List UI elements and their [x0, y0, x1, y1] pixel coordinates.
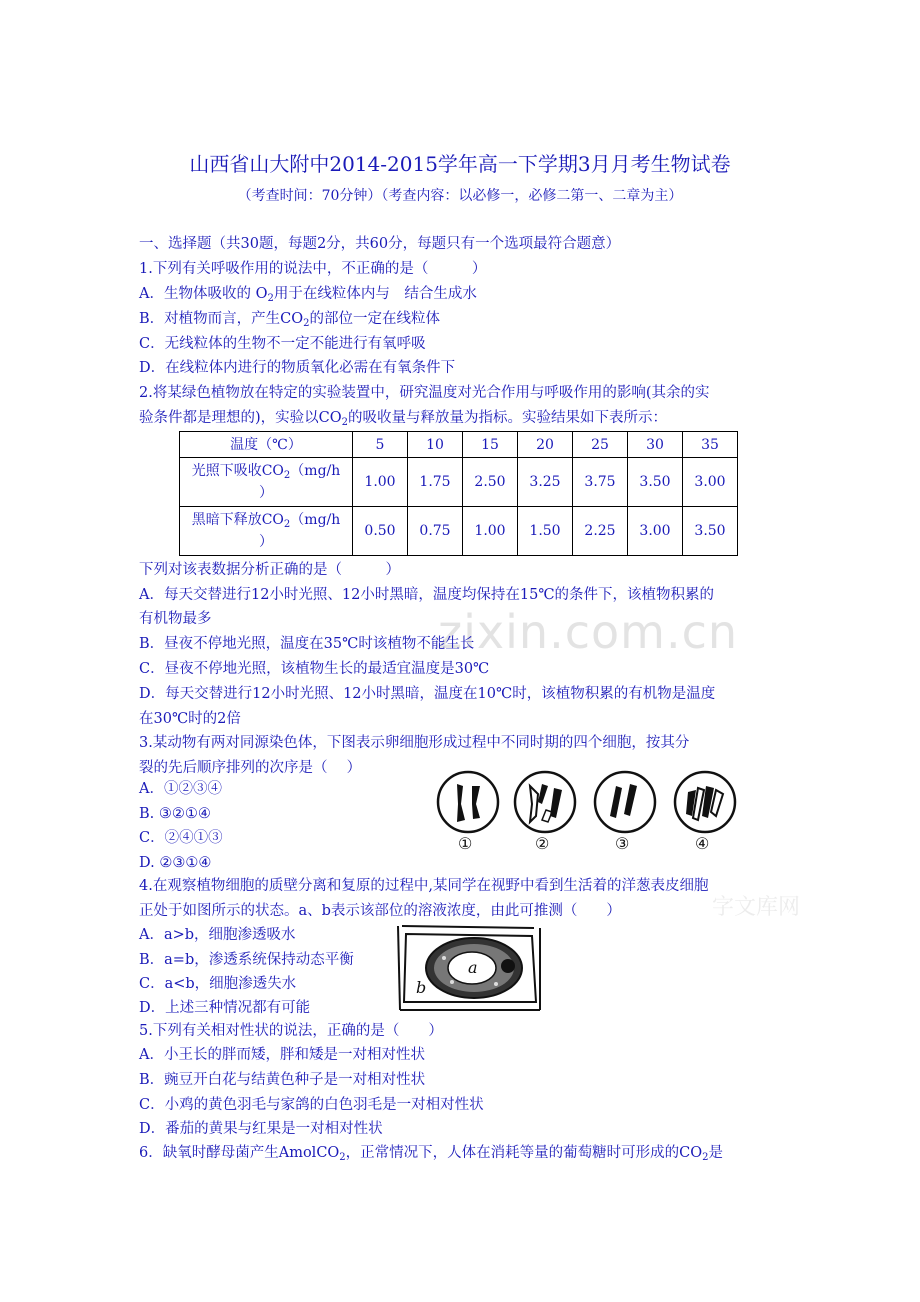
table-temp: 25: [573, 432, 628, 458]
q3-option-d: D. ②③①④: [139, 855, 212, 871]
q5-option-d: D．番茄的黄果与红果是一对相对性状: [139, 1121, 383, 1137]
q3-option-a: A．①②③④: [139, 781, 222, 797]
q5-stem: 5.下列有关相对性状的说法，正确的是（ ）: [139, 1023, 443, 1039]
q2-option-d: D．每天交替进行12小时光照、12小时黑暗，温度在10℃时，该植物积累的有机物是温度: [139, 686, 716, 702]
q4-option-b: B．a=b，渗透系统保持动态平衡: [139, 952, 354, 968]
q1-option-d: D．在线粒体内进行的物质氧化必需在有氧条件下: [139, 360, 456, 376]
q1-stem: 1.下列有关呼吸作用的说法中，不正确的是（ ）: [139, 261, 487, 277]
table-cell: 1.50: [518, 507, 573, 556]
table-header-label: 温度（℃）: [180, 432, 353, 458]
table-cell: 1.00: [463, 507, 518, 556]
cell-4: [675, 772, 735, 832]
table-temp: 35: [683, 432, 738, 458]
q3-stem-line2: 裂的先后顺序排列的次序是（ ）: [139, 760, 362, 776]
table-temp: 20: [518, 432, 573, 458]
table-cell: 3.00: [628, 507, 683, 556]
q3-stem-line1: 3.某动物有两对同源染色体，下图表示卵细胞形成过程中不同时期的四个细胞，按其分: [139, 735, 690, 751]
q4-option-c: C．a<b，细胞渗透失水: [139, 976, 297, 992]
table-cell: 1.00: [353, 458, 408, 507]
q2-option-d-cont: 在30℃时的2倍: [139, 711, 241, 727]
table-cell: 3.00: [683, 458, 738, 507]
table-cell: 2.25: [573, 507, 628, 556]
q2-option-a: A．每天交替进行12小时光照、12小时黑暗，温度均保持在15℃的条件下，该植物积累的: [139, 587, 715, 603]
table-cell: 1.75: [408, 458, 463, 507]
table-cell: 3.25: [518, 458, 573, 507]
cell-label: ③: [615, 834, 630, 853]
section-heading: 一、选择题（共30题，每题2分，共60分，每题只有一个选项最符合题意）: [139, 236, 621, 252]
table-cell: 3.50: [628, 458, 683, 507]
table-row-label: 光照下吸收$CO_2(mg/h$ ）: [180, 458, 353, 507]
q1-option-c: C．无线粒体的生物不一定不能进行有氧呼吸: [139, 336, 426, 352]
page-subtitle: （考查时间：70分钟）（考查内容：以必修一，必修二第一、二章为主）: [237, 188, 683, 204]
q3-option-c: C．②④①③: [139, 830, 223, 846]
q4-stem-line1: 4.在观察植物细胞的质壁分离和复原的过程中,某同学在视野中看到生活着的洋葱表皮细胞: [139, 878, 709, 894]
q4-option-d: D．上述三种情况都有可能: [139, 1000, 311, 1016]
q2-option-b: B．昼夜不停地光照，温度在35℃时该植物不能生长: [139, 636, 475, 652]
cell-label: ②: [535, 834, 550, 853]
cell-label: ①: [458, 834, 473, 853]
table-temp: 10: [408, 432, 463, 458]
cell-1: [438, 772, 498, 832]
q4-stem-line2: 正处于如图所示的状态。a、b表示该部位的溶液浓度，由此可推测（ ）: [139, 903, 621, 919]
q2-option-c: C．昼夜不停地光照，该植物生长的最适宜温度是30℃: [139, 661, 490, 677]
cell-label: ④: [695, 834, 710, 853]
q1-option-b: B．对植物而言，产生$CO_2$的部位一定在线粒体: [139, 311, 441, 329]
table-temp: 30: [628, 432, 683, 458]
q5-option-b: B．豌豆开白花与结黄色种子是一对相对性状: [139, 1072, 426, 1088]
table-row-dark: [180, 507, 738, 556]
table-cell: 0.75: [408, 507, 463, 556]
meiosis-cells-figure: [430, 764, 750, 864]
table-row-label: 黑暗下释放$CO_2(mg/h$ ）: [180, 507, 353, 556]
plant-cell-figure: [392, 922, 544, 1014]
cell-3: [595, 772, 655, 832]
page-title: 山西省山大附中2014-2015学年高一下学期3月月考生物试卷: [189, 152, 731, 176]
q2-stem-line2: 验条件都是理想的)，实验以$CO_2$的吸收量与释放量为指标。实验结果如下表所示：: [139, 410, 668, 428]
q5-option-a: A．小王长的胖而矮，胖和矮是一对相对性状: [139, 1047, 425, 1063]
q5-option-c: C．小鸡的黄色羽毛与家鸽的白色羽毛是一对相对性状: [139, 1097, 484, 1113]
q2-option-a-cont: 有机物最多: [139, 611, 212, 627]
q6-stem: 6．缺氧时酵母菌产生AmolCO$_2$，正常情况下，人体在消耗等量的葡萄糖时可形成的$CO_2$是: [139, 1145, 724, 1163]
q3-option-b: B. ③②①④: [139, 806, 211, 822]
table-header-row: [180, 432, 738, 458]
q2-question: 下列对该表数据分析正确的是（ ）: [139, 562, 400, 578]
table-temp: 15: [463, 432, 518, 458]
label-a: a: [468, 958, 478, 977]
q4-option-a: A．a>b，细胞渗透吸水: [139, 927, 296, 943]
cell-2: [515, 772, 575, 832]
label-b: b: [416, 978, 427, 997]
table-cell: 2.50: [463, 458, 518, 507]
table-row-light: [180, 458, 738, 507]
table-cell: 3.50: [683, 507, 738, 556]
watermark-secondary: 字文库网: [712, 895, 801, 920]
table-temp: 5: [353, 432, 408, 458]
q2-stem-line1: 2.将某绿色植物放在特定的实验装置中，研究温度对光合作用与呼吸作用的影响(其余的实: [139, 385, 710, 401]
table-cell: 0.50: [353, 507, 408, 556]
watermark: zixin.com.cn: [438, 605, 739, 659]
experiment-table: [179, 431, 738, 556]
q1-option-a: A．生物体吸收的 $O_2$用于在线粒体内与 结合生成水: [139, 286, 477, 304]
table-cell: 3.75: [573, 458, 628, 507]
